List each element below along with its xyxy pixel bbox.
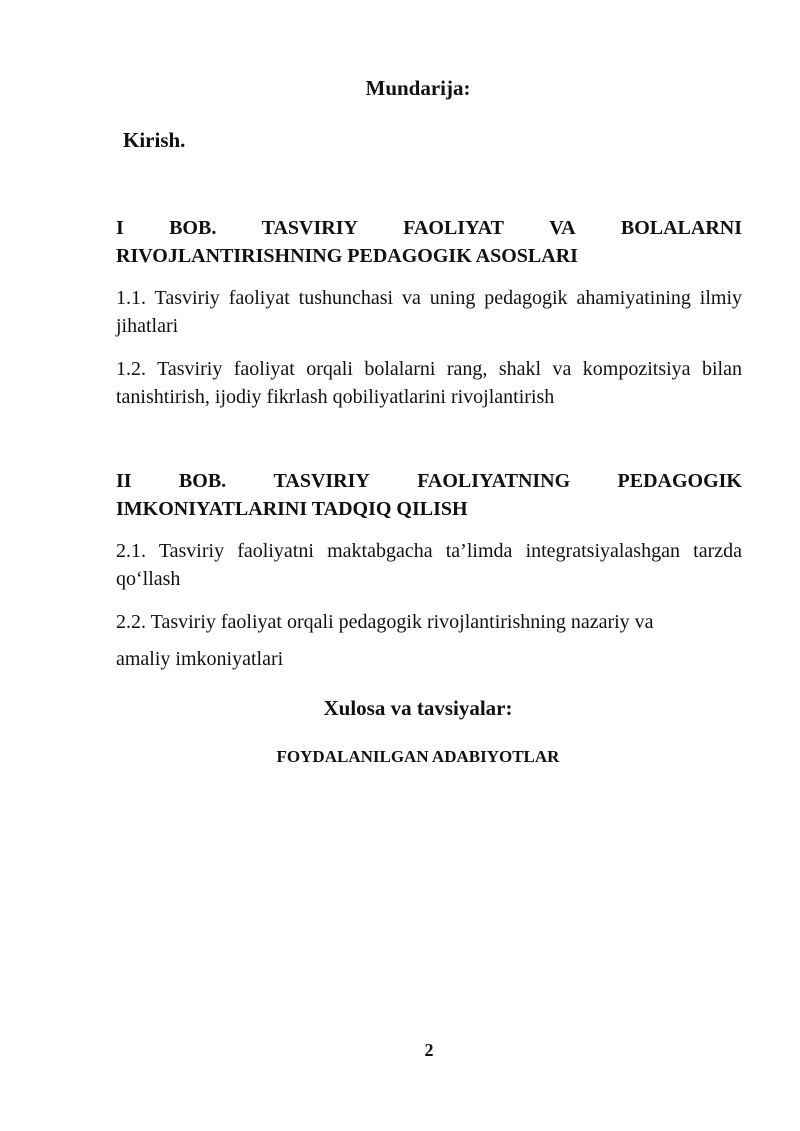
chapter-1-word: BOB. bbox=[169, 217, 217, 239]
chapter-2-word: BOB. bbox=[178, 470, 227, 492]
chapter-2-heading-line2: IMKONIYATLARINI TADQIQ QILISH bbox=[116, 498, 468, 520]
conclusion-heading: Xulosa va tavsiyalar: bbox=[323, 696, 513, 720]
page-title: Mundarija: bbox=[365, 76, 471, 100]
chapter-2-word: PEDAGOGIK bbox=[617, 470, 742, 492]
section-2-2-continued: amaliy imkoniyatlari bbox=[116, 648, 284, 670]
chapter-1-word: TASVIRIY bbox=[261, 217, 358, 239]
references-heading: FOYDALANILGAN ADABIYOTLAR bbox=[276, 747, 560, 766]
page-number: 2 bbox=[424, 1040, 434, 1060]
section-2-2: 2.2. Tasviriy faoliyat orqali pedagogik rivojlantirishning nazariy va bbox=[116, 611, 654, 633]
chapter-2-heading-line1 bbox=[116, 467, 742, 495]
section-1-2: 1.2. Tasviriy faoliyat orqali bolalarni rang, shakl va kompozitsiya bilan tanishtirish, ijodiy fikrlash qobiliyatlarini rivojlantirish bbox=[116, 358, 742, 408]
chapter-1-word: FAOLIYAT bbox=[403, 217, 504, 239]
chapter-2-word: FAOLIYATNING bbox=[417, 470, 571, 492]
section-2-1: 2.1. Tasviriy faoliyatni maktabgacha ta’limda integratsiyalashgan tarzda qo‘llash bbox=[116, 540, 742, 590]
chapter-1-word: BOLALARNI bbox=[620, 217, 742, 239]
chapter-2-word: II bbox=[116, 470, 132, 492]
chapter-2-word: TASVIRIY bbox=[273, 470, 370, 492]
chapter-1-word: I bbox=[116, 217, 124, 239]
chapter-1-heading bbox=[116, 214, 742, 270]
chapter-2-heading bbox=[116, 467, 742, 523]
chapter-1-word: VA bbox=[549, 217, 576, 239]
introduction-heading: Kirish. bbox=[123, 128, 186, 152]
section-1-1: 1.1. Tasviriy faoliyat tushunchasi va uning pedagogik ahamiyatining ilmiy jihatlari bbox=[116, 287, 742, 337]
chapter-1-heading-line2: RIVOJLANTIRISHNING PEDAGOGIK ASOSLARI bbox=[116, 245, 578, 267]
chapter-1-heading-line1 bbox=[116, 214, 742, 242]
